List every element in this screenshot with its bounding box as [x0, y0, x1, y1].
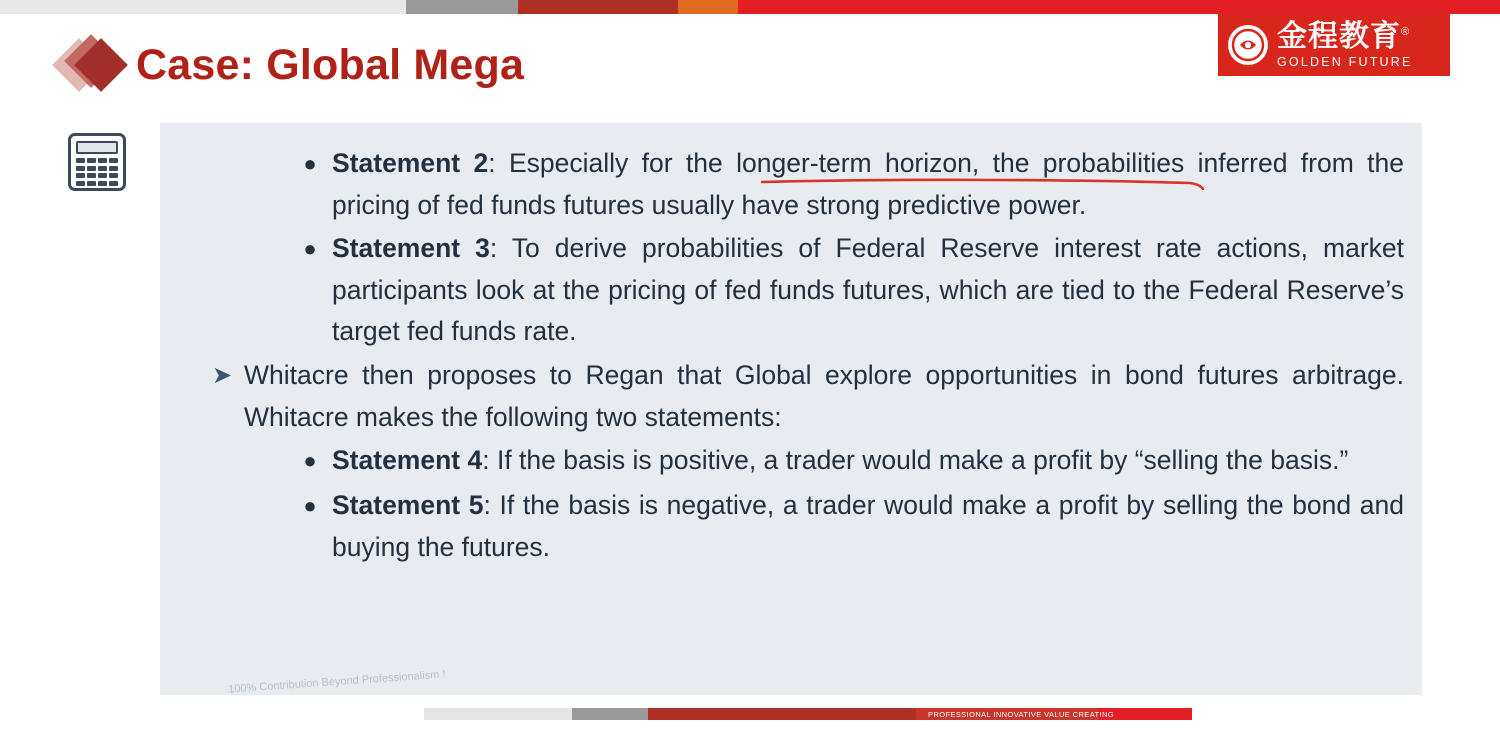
list-item-body: If the basis is positive, a trader would make a profit by “selling the basis.” [496, 445, 1349, 476]
bullet-marker: ● [303, 151, 317, 176]
list-item-text [332, 228, 1404, 353]
list-item-separator: : [488, 148, 509, 178]
logo-text-en: GOLDEN FUTURE [1277, 54, 1413, 69]
list-item-body: Especially for the longer-term horizon, the probabilities inferred from the pricing of fed funds futures usually have strong predictive power. [332, 148, 1404, 220]
list-item-separator: : [489, 233, 512, 264]
list-item-text [244, 355, 1404, 438]
footer-segment [424, 708, 572, 720]
list-item-label: Statement 2 [332, 148, 489, 178]
list-item-text [332, 440, 1404, 482]
footer-segment [572, 708, 648, 720]
topbar-segment [0, 0, 406, 14]
content-panel [160, 123, 1422, 695]
top-decorative-bar [0, 0, 1500, 14]
calculator-screen [76, 141, 118, 154]
topbar-segment [738, 0, 1500, 14]
list-item-separator: : [483, 490, 500, 521]
list-item-label: Statement 4 [332, 445, 483, 476]
bullet-marker: ● [303, 448, 317, 474]
list-item-label: Statement 5 [332, 490, 484, 521]
list-item-text [332, 485, 1404, 568]
footer-watermark: 100% Contribution Beyond Professionalism ! [227, 668, 446, 696]
content-list [160, 123, 1422, 580]
list-item-body: To derive probabilities of Federal Reserve interest rate actions, market participants look at the pricing of fed funds futures, which are tied to the Federal Reserve’s target fed funds rate. [332, 233, 1404, 347]
bullet-marker: ● [303, 236, 317, 262]
calculator-keys [76, 158, 118, 186]
title-row [60, 34, 524, 96]
list-item-body: Whitacre then proposes to Regan that Global explore opportunities in bond futures arbitrage. Whitacre makes the following two statements: [244, 359, 1404, 432]
topbar-segment [518, 0, 678, 14]
topbar-segment [678, 0, 738, 14]
list-item-body: If the basis is negative, a trader would make a profit by selling the bond and buying the futures. [332, 490, 1404, 562]
list-item [288, 143, 1404, 226]
list-item [288, 228, 1404, 353]
calculator-icon [68, 133, 126, 191]
logo-text-cn: 金程教育® [1277, 19, 1411, 53]
logo-registered-mark: ® [1401, 25, 1411, 38]
footer-tagline: PROFESSIONAL INNOVATIVE VALUE CREATING [928, 710, 1115, 719]
list-item-label: Statement 3 [332, 233, 490, 264]
footer-segment [648, 708, 916, 720]
list-item [200, 355, 1404, 438]
golden-future-emblem-icon [1228, 25, 1268, 65]
list-item-separator: : [482, 445, 497, 476]
logo-text [1277, 19, 1413, 69]
topbar-segment [406, 0, 518, 14]
bullet-marker: ● [303, 493, 317, 519]
page-title: Case: Global Mega [136, 40, 525, 89]
list-item [288, 440, 1404, 483]
list-item [288, 485, 1404, 568]
diamond-decoration-icon [60, 34, 122, 96]
brand-logo [1218, 14, 1450, 76]
list-item-text [332, 143, 1404, 226]
arrow-bullet-icon: ➤ [211, 361, 233, 389]
